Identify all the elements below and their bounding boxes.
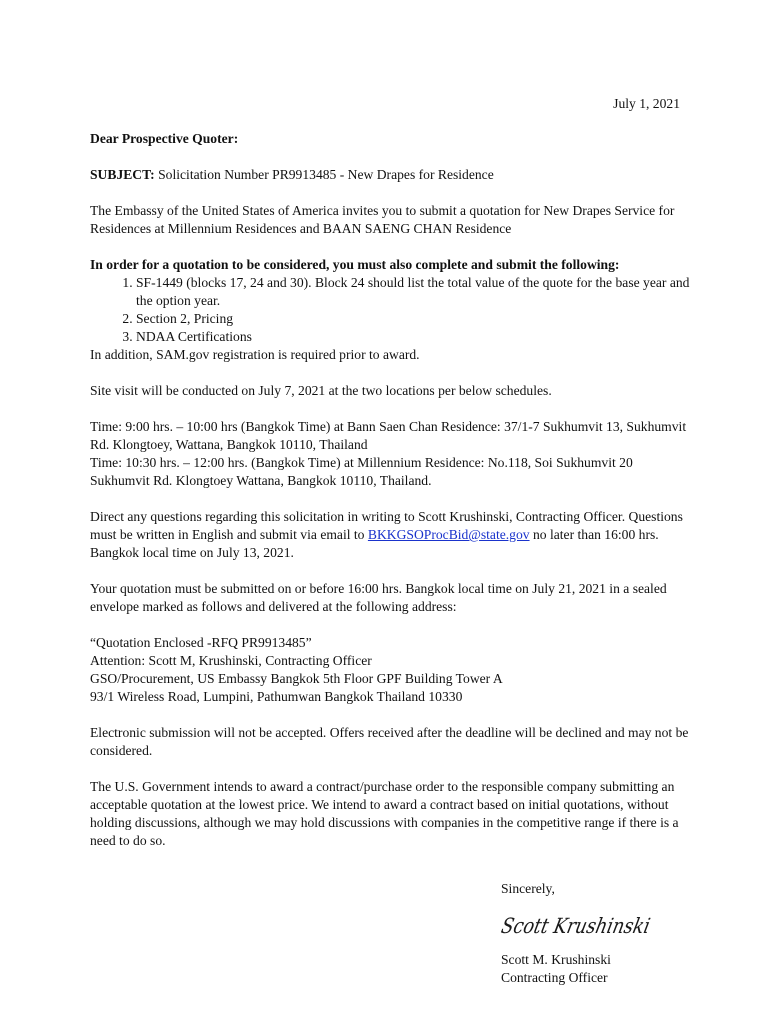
address-block — [90, 634, 690, 706]
requirement-item: 2. Section 2, Pricing — [136, 310, 690, 328]
award-paragraph: The U.S. Government intends to award a contract/purchase order to the responsible company submitting an acceptable quotation at the lowest price. We intend to award a contract based on initial quotations, without holding discussions, although we may hold discussions with companies in the competitive range if there is a need to do so. — [90, 779, 679, 848]
signature-script: Scott Krushinski — [498, 914, 681, 939]
schedule-paragraph — [90, 418, 690, 490]
address-line: Attention: Scott M, Krushinski, Contracting Officer — [90, 653, 372, 668]
intro-paragraph: The Embassy of the United States of America invites you to submit a quotation for New Drapes Service for Residences at Millennium Residences and BAAN SAENG CHAN Residence — [90, 203, 675, 236]
submission-paragraph: Your quotation must be submitted on or before 16:00 hrs. Bangkok local time on July 21, 2021 in a sealed envelope marked as follows and delivered at the following address: — [90, 581, 667, 614]
requirement-item: 1. SF-1449 (blocks 17, 24 and 30). Block 24 should list the total value of the quote for the base year and the option year. — [136, 274, 690, 310]
subject-label: SUBJECT: — [90, 167, 155, 182]
signer-name: Scott M. Krushinski — [501, 952, 611, 967]
subject-line — [90, 166, 690, 184]
schedule-line: Time: 9:00 hrs. – 10:00 hrs (Bangkok Time) at Bann Saen Chan Residence: 37/1-7 Sukhumvit 13, Sukhumvit Rd. Klongtoey, Wattana, Bangkok 10110, Thailand — [90, 419, 687, 452]
questions-text: Direct any questions regarding this solicitation in writing to Scott Krushinski, Contracting Officer. Questions must be written in English and submit via email to — [90, 509, 683, 542]
email-link[interactable]: BKKGSOProcBid@state.gov — [367, 527, 530, 542]
salutation: Dear Prospective Quoter: — [90, 131, 239, 146]
closing: Sincerely, — [501, 881, 555, 896]
signer-title: Contracting Officer — [501, 970, 608, 985]
questions-deadline: no later than 16:00 hrs. Bangkok local time on July 13, 2021. — [90, 527, 659, 560]
electronic-submission-paragraph: Electronic submission will not be accepted. Offers received after the deadline will be declined and may not be considered. — [90, 725, 689, 758]
requirement-item: 3. NDAA Certifications — [136, 328, 690, 346]
requirements-heading: In order for a quotation to be considered, you must also complete and submit the following: — [90, 257, 620, 272]
schedule-line: Time: 10:30 hrs. – 12:00 hrs. (Bangkok Time) at Millennium Residence: No.118, Soi Sukhumvit 20 Sukhumvit Rd. Klongtoey Wattana, Bangkok 10110, Thailand. — [90, 455, 633, 488]
subject-text: Solicitation Number PR9913485 - New Drapes for Residence — [154, 167, 494, 182]
address-line: 93/1 Wireless Road, Lumpini, Pathumwan Bangkok Thailand 10330 — [90, 689, 463, 704]
requirements-list — [90, 274, 690, 346]
address-line: GSO/Procurement, US Embassy Bangkok 5th Floor GPF Building Tower A — [90, 671, 503, 686]
signature-image — [498, 906, 681, 944]
site-visit-paragraph: Site visit will be conducted on July 7, 2021 at the two locations per below schedules. — [90, 383, 552, 398]
sam-registration-note: In addition, SAM.gov registration is required prior to award. — [90, 347, 420, 362]
letter-body — [90, 130, 690, 868]
signer-block — [501, 951, 611, 987]
questions-paragraph — [90, 508, 690, 562]
letter-date: July 1, 2021 — [613, 96, 680, 111]
requirements-section — [90, 256, 690, 364]
address-line: “Quotation Enclosed -RFQ PR9913485” — [90, 635, 312, 650]
